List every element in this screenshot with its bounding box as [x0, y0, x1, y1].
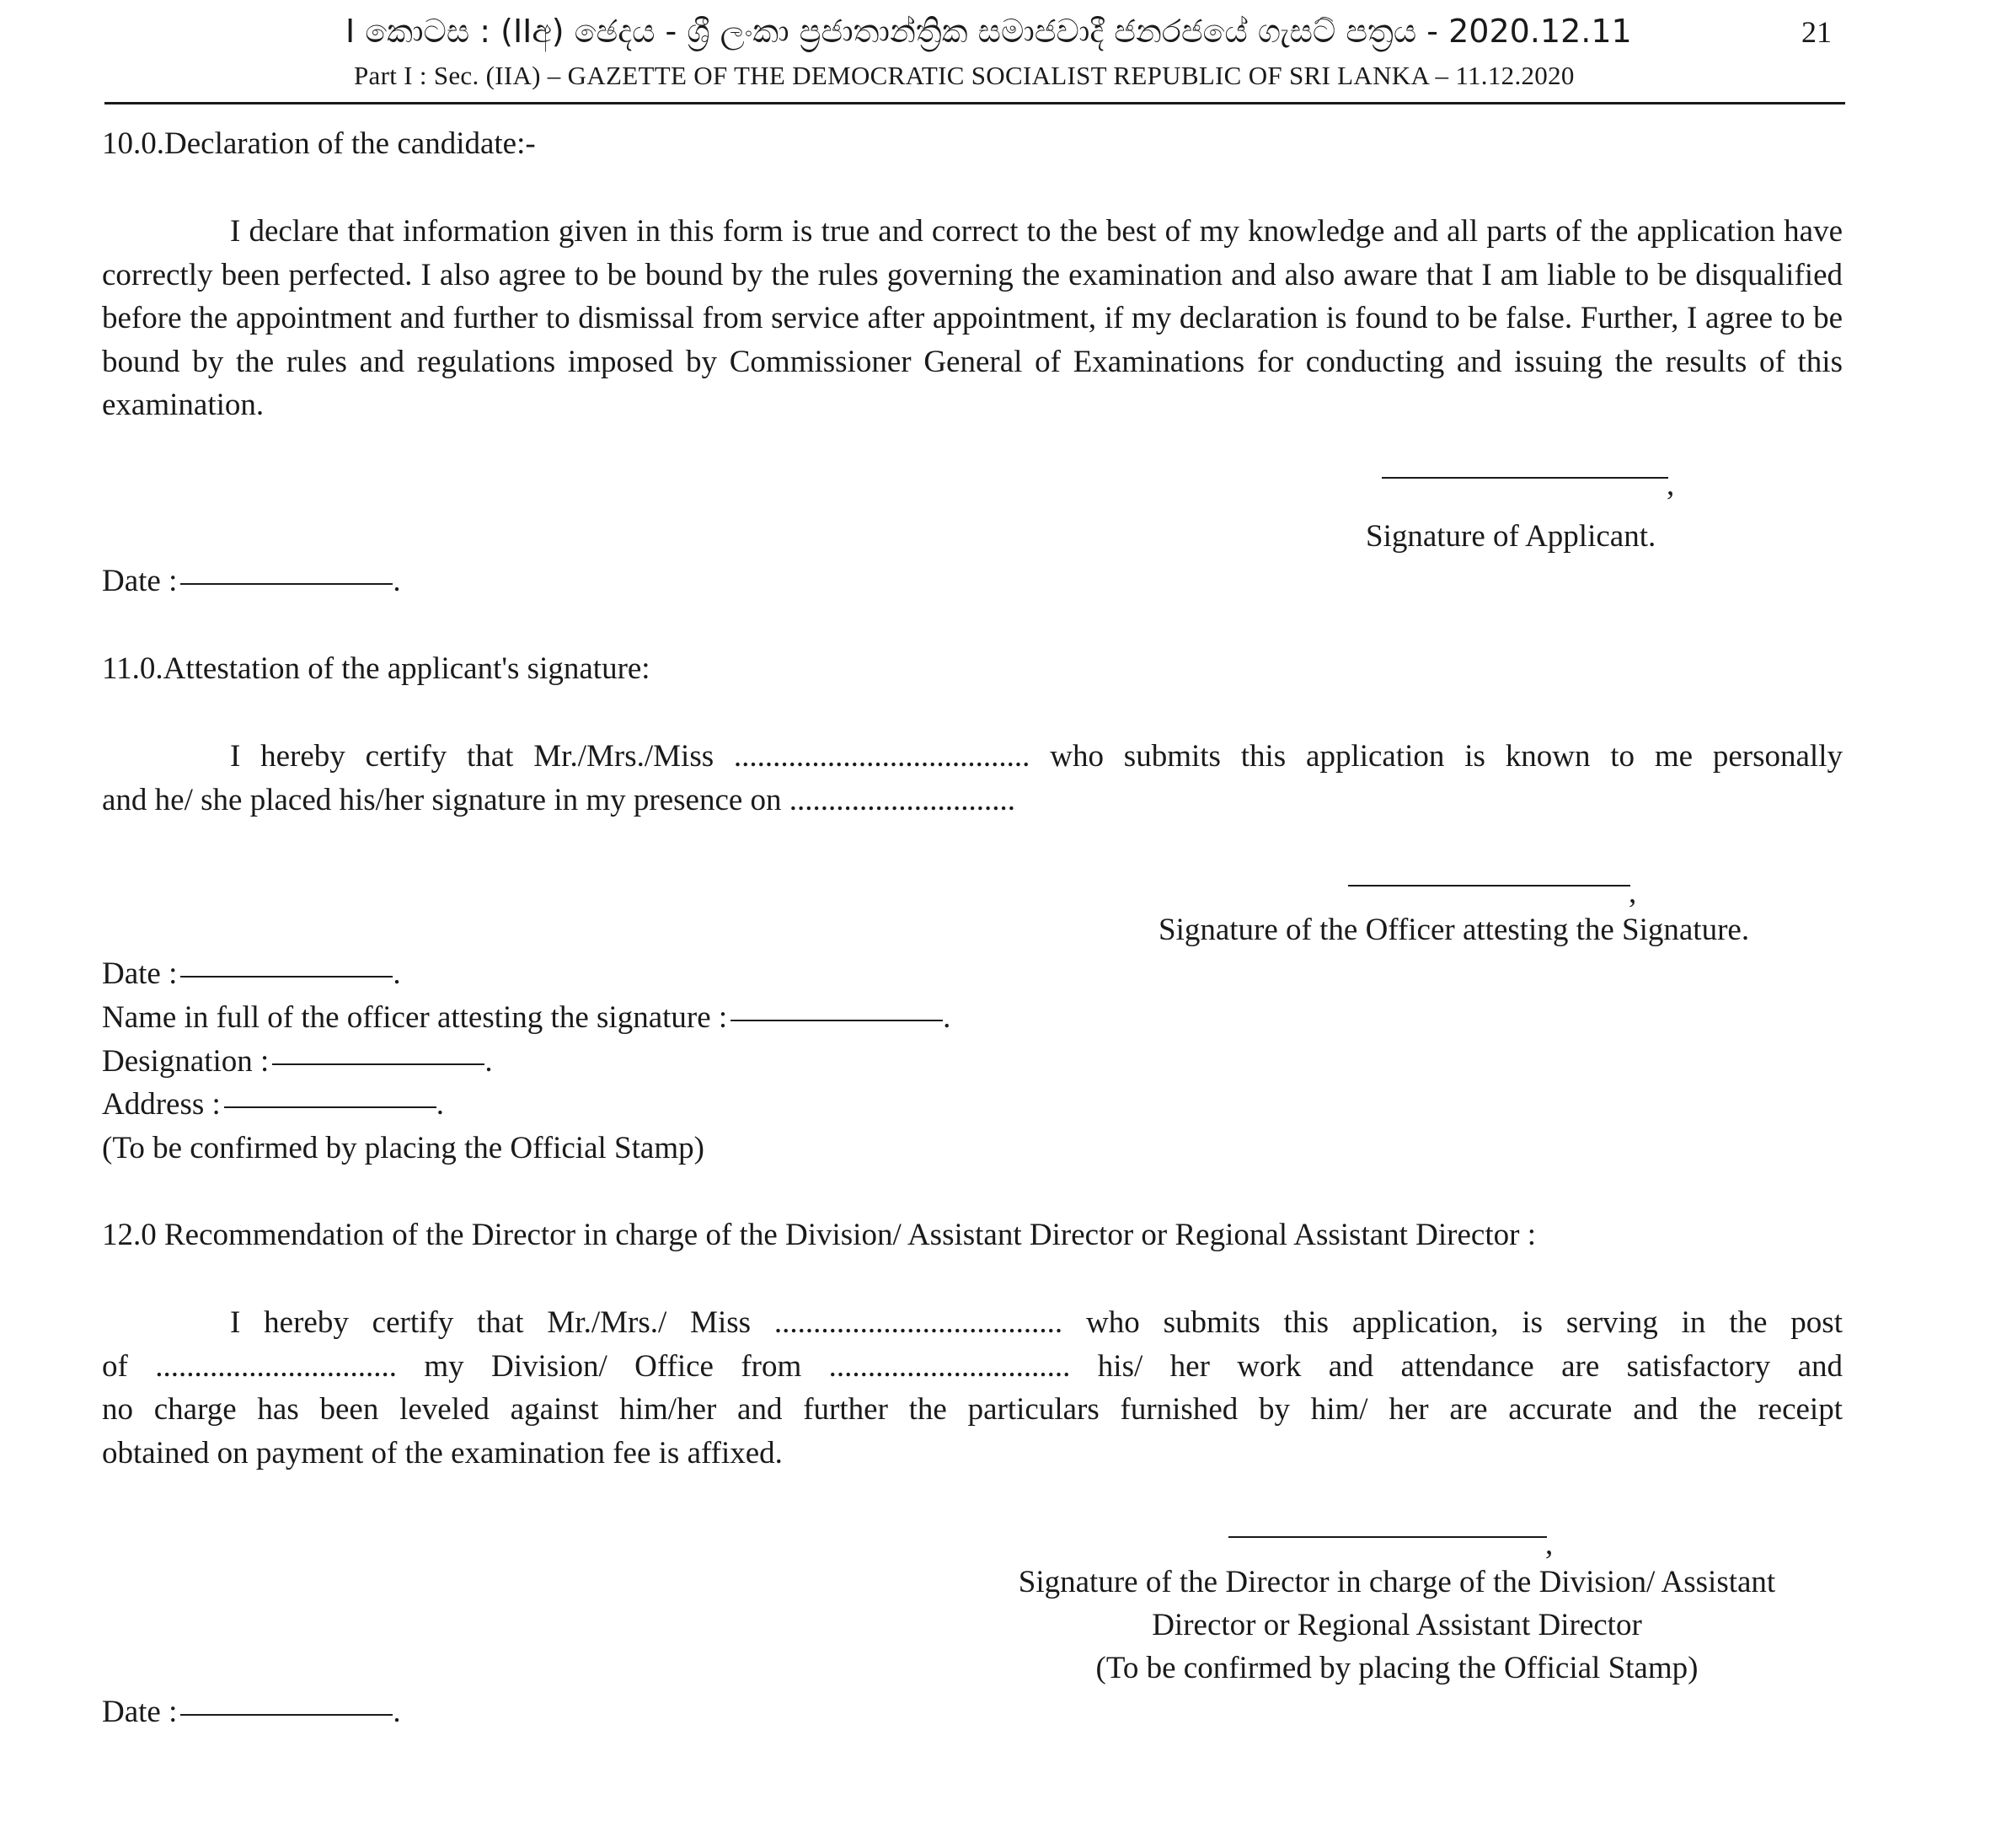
section-11-date-row: [102, 952, 401, 995]
section-10-paragraph: [102, 210, 1843, 427]
section-10-date-row: [102, 560, 401, 603]
address-fill-line: [224, 1106, 436, 1108]
header-english-title: Part I : Sec. (IIA) – GAZETTE OF THE DEMOCRATIC SOCIALIST REPUBLIC OF SRI LANKA – 11.12.2020: [354, 61, 1575, 90]
officer-name-fill-line: [730, 1020, 943, 1021]
section-12-heading: 12.0 Recommendation of the Director in charge of the Division/ Assistant Director or Regional Assistant Director :: [102, 1218, 1536, 1252]
date-fill-line: [180, 1714, 393, 1716]
header-sinhala-date: 2020.12.11: [1448, 13, 1632, 50]
section-11-heading: 11.0.Attestation of the applicant's signature:: [102, 651, 650, 686]
date-label: Date :: [102, 564, 178, 598]
section-10-paragraph-text: I declare that information given in this form is true and correct to the best of my knowledge and all parts of the application have correctly been perfected. I also agree to be bound by the rules governing the examination and also aware that I am liable to be disqualified before the appointment and further to dismissal from service after appointment, if my declaration is found to be false. Further, I agree to be bound by the rules and regulations imposed by Commissioner General of Examinations for conducting and issuing the results of this examination.: [102, 214, 1843, 422]
designation-fill-line: [272, 1063, 484, 1065]
director-signature-line-1: Signature of the Director in charge of the Division/ Assistant: [1018, 1565, 1776, 1599]
date-terminator: .: [393, 564, 401, 598]
date-terminator: .: [393, 956, 401, 991]
header-sinhala-prefix: I කොටස : (IIඅ) ඡෙදය - ශ්‍රී ලංකා ප්‍රජාතාන්ත්‍රික සමාජවාදී ජනරජයේ ගැසට් පත්‍රය -: [345, 13, 1449, 50]
header-sinhala-title: [345, 12, 1694, 51]
officer-signature-line: [1348, 885, 1630, 887]
header-divider: [104, 102, 1845, 104]
date-label: Date :: [102, 956, 178, 991]
director-signature-line-2: Director or Regional Assistant Director: [1152, 1608, 1642, 1642]
officer-name-label: Name in full of the officer attesting the signature :: [102, 1000, 728, 1035]
director-signature-block: [934, 1561, 1860, 1690]
designation-terminator: .: [484, 1044, 493, 1079]
section-10-heading: 10.0.Declaration of the candidate:-: [102, 126, 536, 161]
section-12-date-row: [102, 1690, 401, 1733]
date-terminator: .: [393, 1695, 401, 1729]
designation-label: Designation :: [102, 1044, 270, 1079]
applicant-signature-line: [1382, 477, 1668, 479]
page-number: 21: [1801, 15, 1832, 49]
section-12-line-1: I hereby certify that Mr./Mrs./ Miss ..................................... who submits this application, is serving in the post: [230, 1305, 1843, 1340]
section-12-line-3: no charge has been leveled against him/her and further the particulars furnished by him/ her are accurate and the receipt: [102, 1392, 1843, 1427]
director-signature-line: [1228, 1536, 1547, 1538]
official-stamp-note: (To be confirmed by placing the Official Stamp): [102, 1131, 704, 1165]
director-signature-line-3: (To be confirmed by placing the Official Stamp): [1095, 1651, 1699, 1685]
section-12-line-2: of ............................... my Division/ Office from ............................... his/ her work and attendance are satisfactory and: [102, 1348, 1843, 1384]
address-row: [102, 1083, 444, 1126]
applicant-signature-label: Signature of Applicant.: [1366, 519, 1656, 554]
officer-signature-comma: ,: [1629, 876, 1637, 910]
section-12-line-4: obtained on payment of the examination fee is affixed.: [102, 1435, 783, 1470]
date-fill-line: [180, 583, 393, 585]
section-11-line-1: I hereby certify that Mr./Mrs./Miss ...................................... who submits this application is known to me personally: [230, 739, 1843, 774]
date-fill-line: [180, 976, 393, 978]
applicant-signature-comma: ,: [1667, 468, 1675, 502]
section-11-line-2: and he/ she placed his/her signature in my presence on .............................: [102, 782, 1016, 817]
date-label: Date :: [102, 1695, 178, 1729]
designation-row: [102, 1040, 493, 1083]
address-terminator: .: [436, 1087, 445, 1122]
officer-name-terminator: .: [943, 1000, 951, 1035]
address-label: Address :: [102, 1087, 221, 1122]
section-11-paragraph: [102, 735, 1843, 822]
officer-signature-label: Signature of the Officer attesting the Signature.: [1159, 913, 1750, 947]
officer-name-row: [102, 996, 950, 1039]
director-signature-comma: ,: [1545, 1527, 1554, 1561]
section-12-paragraph: [102, 1301, 1843, 1475]
